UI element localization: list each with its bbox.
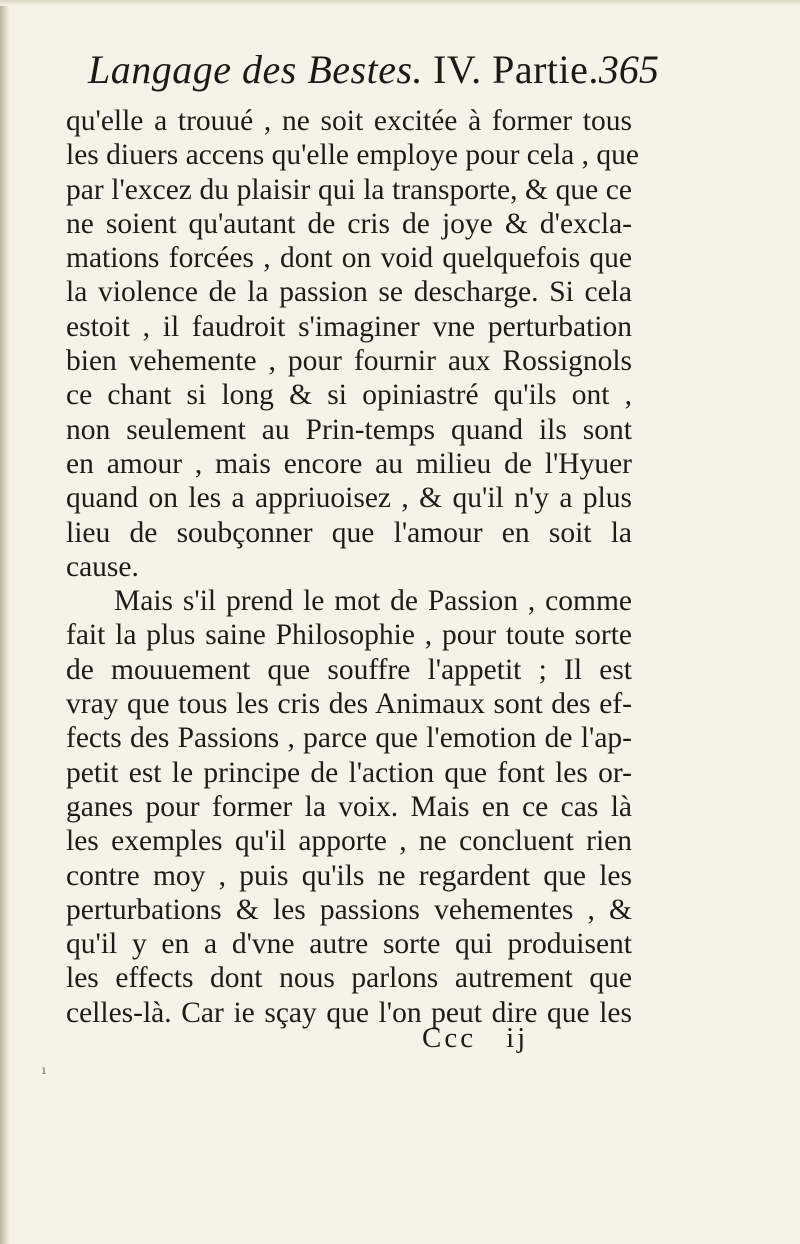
page-gutter-shadow <box>0 0 10 1244</box>
text-line: les exemples qu'il apporte , ne concluent rien <box>66 825 632 858</box>
text-line: estoit , il faudroit s'imaginer vne perturbation <box>66 310 632 343</box>
text-line: cause. <box>66 550 139 583</box>
text-line: qu'elle a trouué , ne soit excitée à former tous <box>66 105 632 137</box>
text-line: contre moy , puis qu'ils ne regardent que les <box>66 859 632 892</box>
text-line: bien vehemente , pour fournir aux Rossignols <box>66 345 632 378</box>
signature-leaf: ij <box>506 1022 529 1054</box>
page-number: 365 <box>598 47 659 92</box>
text-line: les effects dont nous parlons autrement que <box>66 962 632 995</box>
text-line: mations forcées , dont on void quelquefois que <box>66 242 632 275</box>
text-line: en amour , mais encore au milieu de l'Hyuer <box>66 447 632 480</box>
signature-mark <box>422 1022 528 1055</box>
margin-mark: ı <box>42 1063 46 1077</box>
text-line: quand on les a appriuoisez , & qu'il n'y a plus <box>66 482 632 515</box>
part-label: IV. Partie. <box>433 47 599 92</box>
text-line: fait la plus saine Philosophie , pour toute sorte <box>66 619 632 652</box>
text-line: lieu de soubçonner que l'amour en soit la <box>66 516 632 549</box>
running-header <box>88 46 738 93</box>
text-line: vray que tous les cris des Animaux sont des ef- <box>66 688 632 721</box>
running-title: Langage des Bestes. <box>88 47 424 92</box>
text-line: Mais s'il prend le mot de Passion , comme <box>114 585 632 618</box>
page-top-edge <box>0 0 800 6</box>
text-line: les diuers accens qu'elle employe pour cela , que <box>66 139 639 172</box>
text-line: ce chant si long & si opiniastré qu'ils ont , <box>66 379 632 412</box>
text-line: celles-là. Car ie sçay que l'on peut dire que les <box>66 996 632 1029</box>
text-line: qu'il y en a d'vne autre sorte qui produisent <box>66 928 632 961</box>
text-line: ganes pour former la voix. Mais en ce cas là <box>66 790 632 823</box>
signature-letters: Ccc <box>422 1022 477 1054</box>
text-line: non seulement au Prin-temps quand ils sont <box>66 413 632 446</box>
text-line: ne soient qu'autant de cris de joye & d'excla- <box>66 207 632 240</box>
text-line: par l'excez du plaisir qui la transporte, & que ce <box>66 173 632 206</box>
text-line: de mouuement que souffre l'appetit ; Il est <box>66 653 632 686</box>
text-line: la violence de la passion se descharge. Si cela <box>66 276 632 309</box>
body-text <box>66 104 639 1030</box>
text-line: perturbations & les passions vehementes , & <box>66 893 632 926</box>
text-line: fects des Passions , parce que l'emotion de l'ap- <box>66 722 632 755</box>
text-line: petit est le principe de l'action que font les or- <box>66 756 632 789</box>
